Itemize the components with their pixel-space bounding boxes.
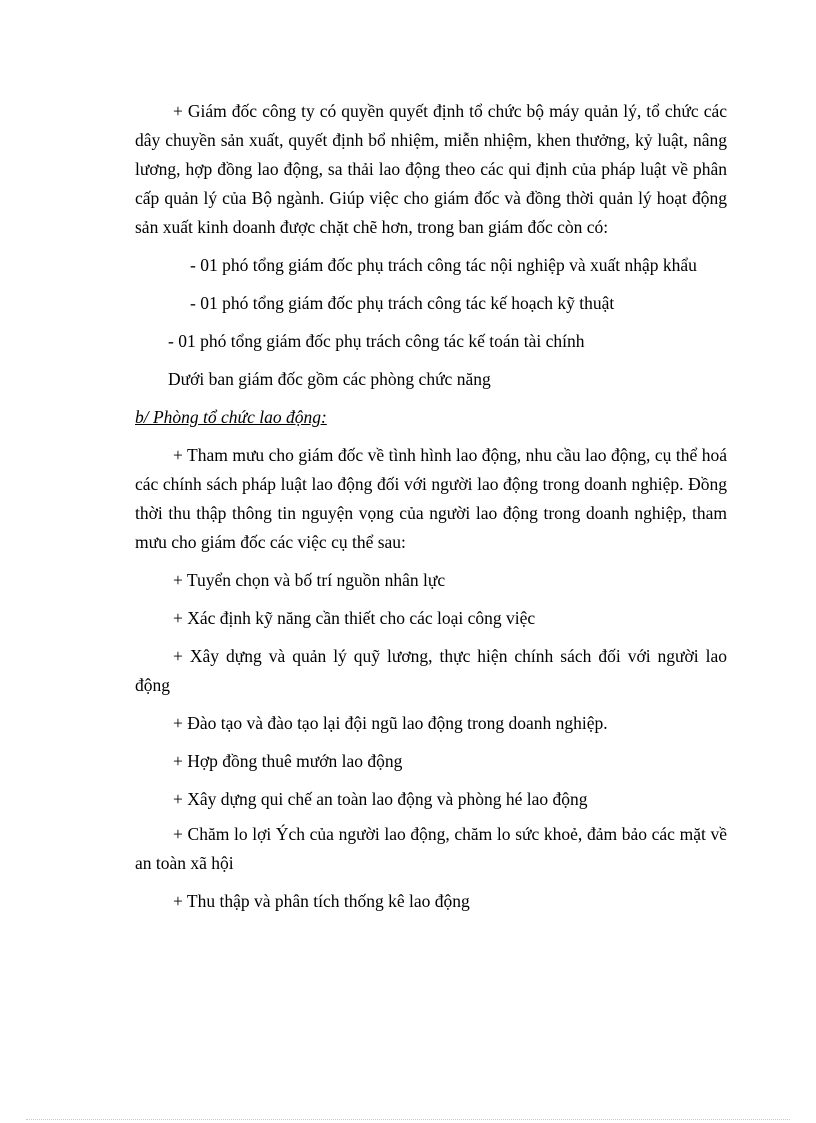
paragraph-deputy-technical: - 01 phó tổng giám đốc phụ trách công tác kế hoạch kỹ thuật: [190, 293, 615, 313]
paragraph-deputy-import-export: - 01 phó tổng giám đốc phụ trách công tác nội nghiệp và xuất nhập khẩu: [190, 255, 697, 275]
list-item-recruitment: + Tuyển chọn và bố trí nguồn nhân lực: [173, 570, 446, 590]
list-item-training: + Đào tạo và đào tạo lại đội ngũ lao động trong doanh nghiệp.: [173, 713, 608, 733]
document-body: [135, 97, 727, 925]
section-heading-labor-organization: b/ Phòng tổ chức lao động:: [135, 407, 327, 427]
list-item-skills: + Xác định kỹ năng cần thiết cho các loại công việc: [173, 608, 536, 628]
list-item-safety-rules: + Xây dựng qui chế an toàn lao động và phòng hé lao động: [173, 789, 588, 809]
paragraph-deputy-finance: - 01 phó tổng giám đốc phụ trách công tác kế toán tài chính: [168, 331, 585, 351]
list-item-welfare: + Chăm lo lợi Ých của người lao động, chăm lo sức khoẻ, đảm bảo các mặt về an toàn xã hội: [135, 824, 727, 873]
paragraph-director-authority: + Giám đốc công ty có quyền quyết định tổ chức bộ máy quản lý, tổ chức các dây chuyền sản xuất, quyết định bổ nhiệm, miễn nhiệm, khen thưởng, kỷ luật, nâng lương, hợp đồng lao động, sa thải lao động theo các qui định của pháp luật về phân cấp quản lý của Bộ ngành. Giúp việc cho giám đốc và đồng thời quản lý hoạt động sản xuất kinh doanh được chặt chẽ hơn, trong ban giám đốc còn có:: [135, 101, 727, 237]
list-item-contracts: + Hợp đồng thuê mướn lao động: [173, 751, 403, 771]
page-bottom-divider: [26, 1119, 790, 1120]
list-item-payroll: + Xây dựng và quản lý quỹ lương, thực hiện chính sách đối với người lao động: [135, 646, 727, 695]
paragraph-functional-departments: Dưới ban giám đốc gồm các phòng chức năng: [168, 369, 491, 389]
list-item-statistics: + Thu thập và phân tích thống kê lao động: [173, 891, 470, 911]
paragraph-labor-advisory: + Tham mưu cho giám đốc về tình hình lao động, nhu cầu lao động, cụ thể hoá các chính sách pháp luật lao động đối với người lao động trong doanh nghiệp. Đồng thời thu thập thông tin nguyện vọng của người lao động trong doanh nghiệp, tham mưu cho giám đốc các việc cụ thể sau:: [135, 445, 727, 552]
